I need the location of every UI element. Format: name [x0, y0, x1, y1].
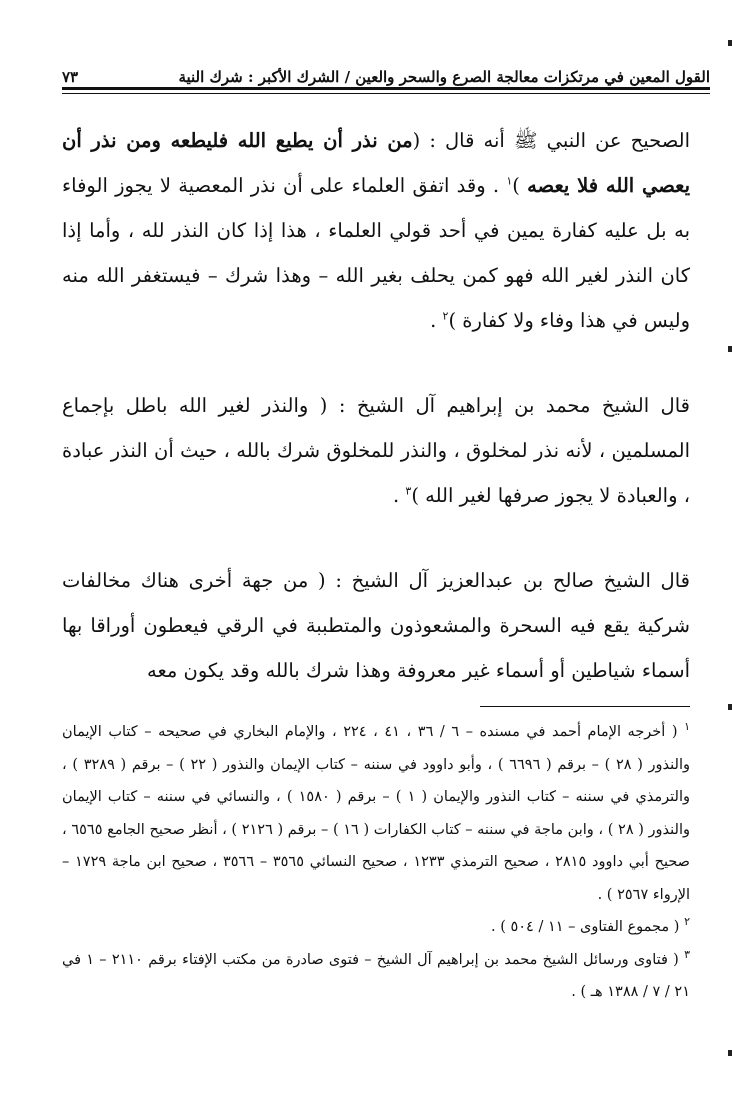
footnote-3-text: ( فتاوى ورسائل الشيخ محمد بن إبراهيم آل الشيخ – فتوى صادرة من مكتب الإفتاء برقم ٢١١٠ – ١ في ٢١ / ٧ / ١٣٨٨ هـ ) .: [62, 951, 690, 1000]
scan-edge-mark: [728, 1050, 732, 1056]
footnote-3-number: ٣: [684, 947, 690, 961]
p3-text: قال الشيخ صالح بن عبدالعزيز آل الشيخ : ( من جهة أخرى هناك مخالفات شركية يقع فيه السحرة والمشعوذون والمتطببة في الرقي فيعطون أوراقا بها أسماء شياطين أو أسماء غير معروفة وهذا شرك بالله وقد يكون معه: [62, 569, 690, 682]
header-rule-thin: [62, 93, 710, 94]
footnote-2-text: ( مجموع الفتاوى – ١١ / ٥٠٤ ) .: [490, 919, 680, 935]
footnote-ref-3: ٣: [405, 484, 412, 498]
running-header: [62, 58, 710, 86]
footnote-1-text: ( أخرجه الإمام أحمد في مسنده – ٦ / ٣٦ ، ٤١ ، ٢٢٤ ، والإمام البخاري في صحيحه – كتاب الإيمان والنذور ( ٢٨ ) – برقم ( ٦٦٩٦ ) ، وأبو داوود في سننه – كتاب الإيمان والنذور ( ٢٢ ) – برقم ( ٣٢٨٩ ) ، والترمذي في سننه – كتاب النذور والإيمان ( ١ ) – برقم ( ١٥٨٠ ) ، والنسائي في سننه – كتاب الإيمان والنذور ( ٢٨ ) ، وابن ماجة في سننه – كتاب الكفارات ( ١٦ ) – برقم ( ٢١٢٦ ) ، أنظر صحيح الجامع ٦٥٦٥ ، صحيح أبي داوود ٢٨١٥ ، صحيح الترمذي ١٢٣٣ ، صحيح النسائي ٣٥٦٥ – ٣٥٦٦ ، صحيح ابن ماجة ١٧٢٩ – الإرواء ٢٥٦٧ ) .: [62, 724, 690, 903]
hadith-quote: من نذر أن يطيع الله فليطعه ومن نذر أن يعصي الله فلا يعصه: [62, 129, 690, 197]
footnote-separator: [480, 706, 690, 707]
body-text: [62, 118, 690, 733]
footnote-1-number: ١: [684, 720, 691, 734]
footnote-ref-2: ٢: [442, 309, 449, 323]
p1-intro: الصحيح عن النبي ﷺ أنه قال : (: [412, 129, 690, 152]
p1-close: ): [512, 174, 528, 197]
p2-text: قال الشيخ محمد بن إبراهيم آل الشيخ : ( والنذر لغير الله باطل بإجماع المسلمين ، لأنه نذر لمخلوق ، والنذر للمخلوق شرك بالله ، حيث أن النذر عبادة ، والعبادة لا يجوز صرفها لغير الله ): [62, 394, 690, 507]
paragraph-3: [62, 558, 690, 693]
footnote-2: [62, 911, 690, 944]
p1-rest: . وقد اتفق العلماء على أن نذر المعصية لا يجوز الوفاء به بل عليه كفارة يمين في أحد قولي العلماء ، هذا إذا كان النذر لله ، وأما إذا كان النذر لغير الله فهو كمن يحلف بغير الله – وهذا شرك – فيستغفر الله منه وليس في هذا وفاء ولا كفارة ): [62, 174, 690, 332]
header-title: القول المعين في مرتكزات معالجة الصرع والسحر والعين / الشرك الأكبر : شرك النية: [178, 68, 710, 86]
header-rule-thick: [62, 87, 710, 90]
footnote-3: [62, 944, 690, 1009]
p2-end: .: [393, 484, 406, 507]
footnotes: [62, 716, 690, 1009]
paragraph-2: [62, 383, 690, 518]
scan-edge-mark: [728, 704, 732, 710]
footnote-1: [62, 716, 690, 911]
scan-edge-mark: [728, 40, 732, 46]
footnote-2-number: ٢: [684, 915, 690, 929]
p1-end: .: [430, 309, 443, 332]
paragraph-1: [62, 118, 690, 343]
footnote-ref-1: ١: [506, 174, 513, 188]
page-number: ٧٣: [62, 68, 79, 86]
scan-edge-mark: [728, 346, 732, 352]
